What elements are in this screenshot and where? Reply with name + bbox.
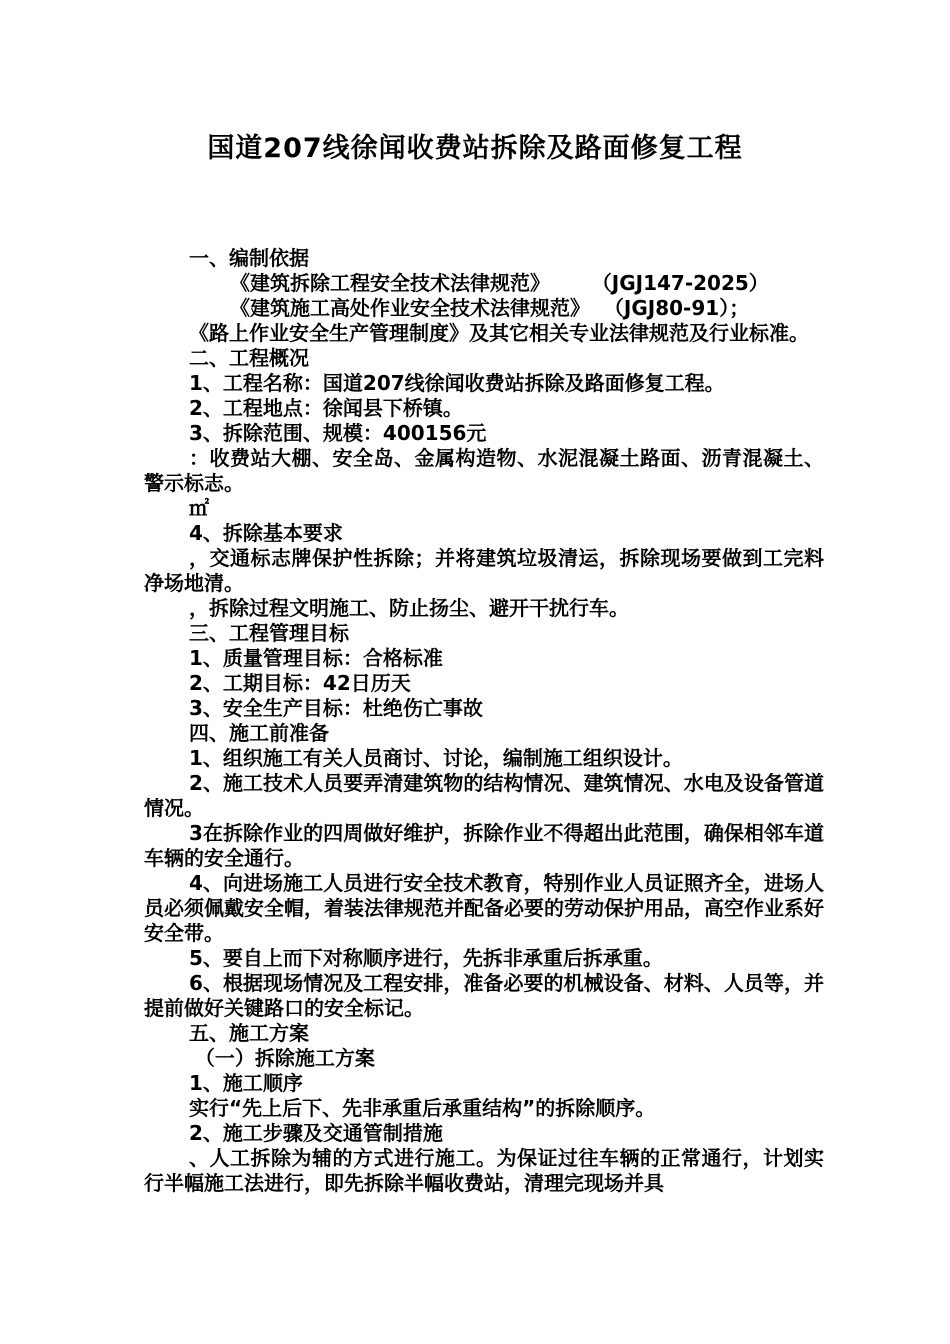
paragraph-line: 2、施工步骤及交通管制措施 (189, 1121, 443, 1145)
paragraph-line: 《路上作业安全生产管理制度》及其它相关专业法律规范及行业标准。 (189, 321, 809, 345)
paragraph-line: 三、工程管理目标 (189, 621, 349, 645)
paragraph-line: 1、施工顺序 (189, 1071, 303, 1095)
paragraph-line: 一、编制依据 (189, 246, 309, 270)
paragraph-line: 《建筑施工高处作业安全技术法律规范》 （JGJ80-91）； (230, 296, 750, 320)
paragraph-line: 二、工程概况 (189, 346, 309, 370)
paragraph-line: 2、工期目标：42日历天 (189, 671, 411, 695)
paragraph-line: 5、要自上而下对称顺序进行，先拆非承重后拆承重。 (189, 946, 663, 970)
paragraph-line: 四、施工前准备 (189, 721, 329, 745)
paragraph-line: ㎡ (189, 496, 209, 520)
paragraph-line: 、人工拆除为辅的方式进行施工。为保证过往车辆的正常通行，计划实行半幅施工法进行，即先拆除半幅收费站，清理完现场并具 (144, 1146, 824, 1195)
paragraph-line: 4、拆除基本要求 (189, 521, 343, 545)
paragraph-line: 1、质量管理目标：合格标准 (189, 646, 443, 670)
paragraph-line: 1、组织施工有关人员商讨、讨论，编制施工组织设计。 (189, 746, 683, 770)
paragraph-line: 6、根据现场情况及工程安排，准备必要的机械设备、材料、人员等，并提前做好关键路口的安全标记。 (144, 971, 824, 1020)
paragraph-line: ，拆除过程文明施工、防止扬尘、避开干扰行车。 (189, 596, 629, 620)
paragraph-line: ：收费站大棚、安全岛、金属构造物、水泥混凝土路面、沥青混凝土、警示标志。 (144, 446, 824, 495)
paragraph-line: 3在拆除作业的四周做好维护，拆除作业不得超出此范围，确保相邻车道车辆的安全通行。 (144, 821, 824, 870)
paragraph-line: （一）拆除施工方案 (174, 1046, 375, 1070)
document-title: 国道207线徐闻收费站拆除及路面修复工程 (207, 133, 743, 164)
paragraph-line: 2、工程地点：徐闻县下桥镇。 (189, 396, 463, 420)
paragraph-line: 3、安全生产目标：杜绝伤亡事故 (189, 696, 483, 720)
paragraph-line: 4、向进场施工人员进行安全技术教育，特别作业人员证照齐全，进场人员必须佩戴安全帽，着装法律规范并配备必要的劳动保护用品，高空作业系好安全带。 (144, 871, 824, 945)
paragraph-line: 实行“先上后下、先非承重后承重结构”的拆除顺序。 (189, 1096, 656, 1120)
paragraph-line: 3、拆除范围、规模：400156元 (189, 421, 487, 445)
paragraph-line: 1、工程名称：国道207线徐闻收费站拆除及路面修复工程。 (189, 371, 725, 395)
paragraph-line: 五、施工方案 (189, 1021, 309, 1045)
paragraph-line: 《建筑拆除工程安全技术法律规范》 （JGJ147-2025） (230, 271, 769, 295)
paragraph-line: ，交通标志牌保护性拆除；并将建筑垃圾清运，拆除现场要做到工完料净场地清。 (144, 546, 824, 595)
paragraph-line: 2、施工技术人员要弄清建筑物的结构情况、建筑情况、水电及设备管道情况。 (144, 771, 824, 820)
document-body (144, 246, 824, 1196)
